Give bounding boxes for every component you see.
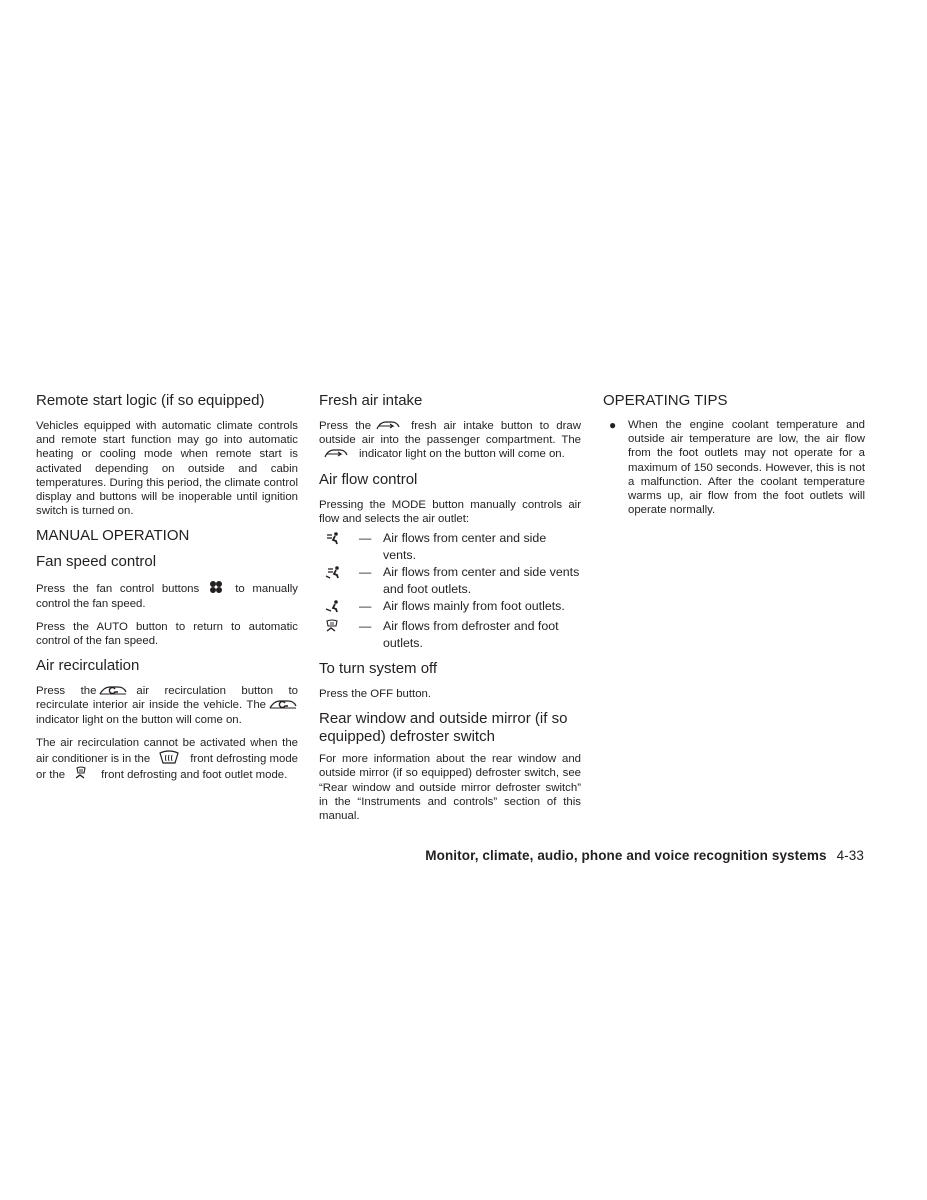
air-flow-heading: Air flow control (319, 470, 418, 488)
front-defrost-icon (158, 750, 180, 764)
mode-item-defrost-foot: — Air flows from defroster and foot outlets. (319, 618, 581, 652)
rear-defroster-text: For more information about the rear window and outside mirror (if so equipped) defroster switch, see “Rear window and outside mirror defroster switch” in the “Instruments and controls” section of this manual. (319, 753, 581, 823)
defrost-foot-mode-icon (75, 766, 87, 780)
remote-start-text: Vehicles equipped with automatic climate controls and remote start function may go into automatic heating or cooling mode when remote start is activated depending on outside and cabin temperatures. During this period, the climate control display and buttons will be inoperable until ignition switch is turned on. (36, 420, 298, 518)
bi-level-icon (319, 564, 359, 584)
fan-speed-text: Press the fan control buttons to manually control the fan speed. (36, 580, 298, 610)
page-footer (425, 848, 864, 863)
recirculation-note-text: The air recirculation cannot be activated when the air conditioner is in the front defrosting mode or the front defrosting and foot outlet mode. (36, 736, 299, 782)
recirculation-icon (98, 684, 128, 696)
rear-defroster-heading: Rear window and outside mirror (if so equipped) defroster switch (319, 710, 568, 746)
system-off-text: Press the OFF button. (319, 688, 432, 701)
mode-item-foot: — Air flows mainly from foot outlets. (319, 598, 581, 618)
face-vent-icon (319, 530, 359, 550)
tip-text: When the engine coolant temperature and outside air temperature are low, the air flow from the foot outlets may not operate for a maximum of 150 seconds. However, this is not a malfunction. After the coolant temperature warms up, air flow from the foot outlets will operate normally. (628, 419, 865, 517)
mode-item-text: Air flows from center and side vents. (383, 531, 547, 563)
fresh-air-indicator-icon (323, 447, 349, 459)
operating-tips-heading: OPERATING TIPS (603, 392, 728, 409)
foot-vent-icon (319, 598, 359, 618)
right-column (603, 392, 865, 517)
mode-item-bi-level: — Air flows from center and side vents and foot outlets. (319, 564, 581, 598)
middle-column (319, 392, 581, 832)
section-title: Monitor, climate, audio, phone and voice recognition systems (425, 848, 827, 863)
fan-speed-heading: Fan speed control (36, 553, 157, 571)
left-column (36, 392, 298, 791)
system-off-heading: To turn system off (319, 660, 438, 678)
mode-item-text: Air flows from defroster and foot outlets. (383, 619, 559, 651)
fresh-air-heading: Fresh air intake (319, 392, 423, 409)
fresh-air-icon (375, 419, 401, 431)
mode-list (319, 530, 581, 652)
mode-item-face: — Air flows from center and side vents. (319, 530, 581, 564)
remote-start-heading: Remote start logic (if so equipped) (36, 392, 265, 409)
mode-item-text: Air flows mainly from foot outlets. (383, 599, 565, 614)
bullet: ● (609, 418, 617, 432)
defrost-foot-icon (319, 618, 359, 638)
air-flow-text: Pressing the MODE button manually controls air flow and selects the air outlet: (319, 498, 581, 525)
recirculation-text: Press the air recirculation button to recirculate interior air inside the vehicle. The indicator light on the button will come on. (36, 685, 298, 726)
mode-item-text: Air flows from center and side vents and foot outlets. (383, 565, 580, 597)
auto-text: Press the AUTO button to return to automatic control of the fan speed. (36, 620, 298, 648)
page-number: 4-33 (836, 848, 864, 863)
fan-icon (209, 580, 223, 594)
manual-operation-heading: MANUAL OPERATION (36, 527, 190, 545)
air-recirculation-heading: Air recirculation (36, 657, 140, 675)
fresh-air-text: Press the fresh air intake button to draw outside air into the passenger compartment. The indicator light on the button will come on. (319, 420, 581, 461)
tip-list-item (603, 418, 865, 517)
recirculation-indicator-icon (268, 698, 298, 710)
